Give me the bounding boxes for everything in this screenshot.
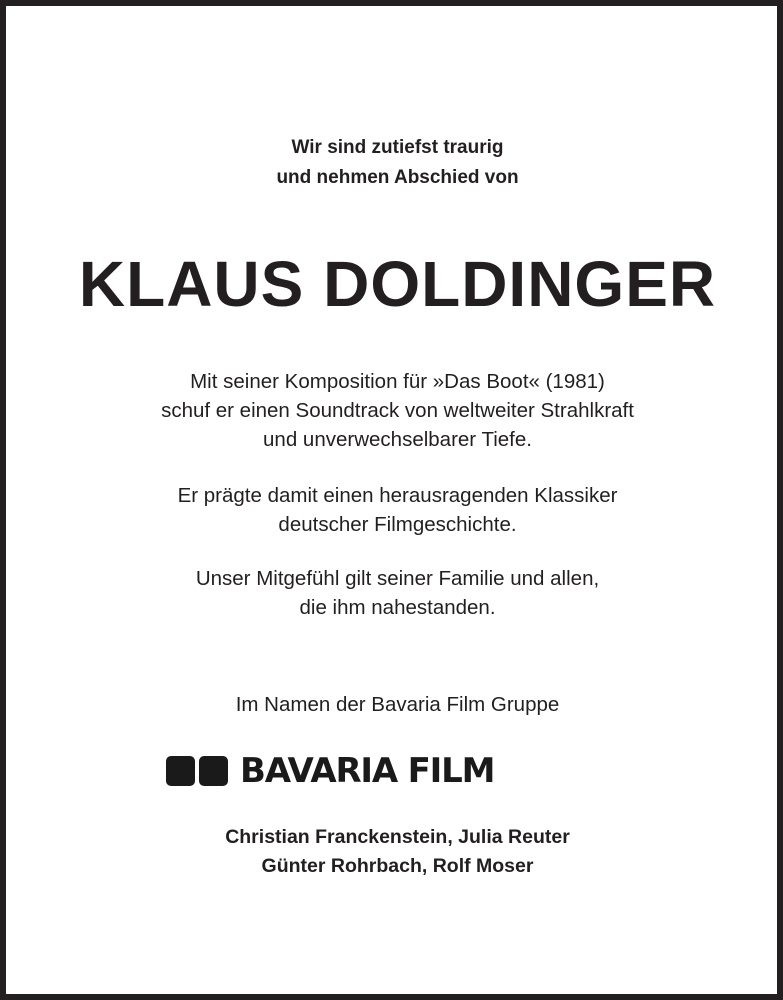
tribute-paragraph-3 [6,564,783,622]
tribute-line: und unverwechselbarer Tiefe. [263,428,532,451]
logo-wordmark: BAVARIA FILM [240,751,495,791]
signatory-line: Christian Franckenstein, Julia Reuter [225,826,570,848]
tribute-line: schuf er einen Soundtrack von weltweiter Strahlkraft [161,399,634,422]
signatories [6,823,783,881]
logo-mark-icon [166,756,228,786]
tribute-line: Unser Mitgefühl gilt seiner Familie und allen, [195,567,600,590]
signatory-line: Günter Rohrbach, Rolf Moser [261,855,534,877]
intro-text [6,133,783,193]
bavaria-film-logo [166,751,631,791]
logo-square-left [166,756,195,786]
intro-line-2: und nehmen Abschied von [276,167,519,188]
tribute-line: Er prägte damit einen herausragenden Klassiker [177,484,618,507]
intro-line-1: Wir sind zutiefst traurig [291,137,504,158]
tribute-line: die ihm nahestanden. [299,596,496,619]
tribute-line: deutscher Filmgeschichte. [278,513,517,536]
deceased-name: KLAUS DOLDINGER [78,248,717,320]
logo-square-right [199,756,228,786]
tribute-paragraph-1 [6,367,783,454]
on-behalf-line: Im Namen der Bavaria Film Gruppe [235,693,560,716]
tribute-paragraph-2 [6,481,783,539]
tribute-line: Mit seiner Komposition für »Das Boot« (1981) [190,370,605,393]
